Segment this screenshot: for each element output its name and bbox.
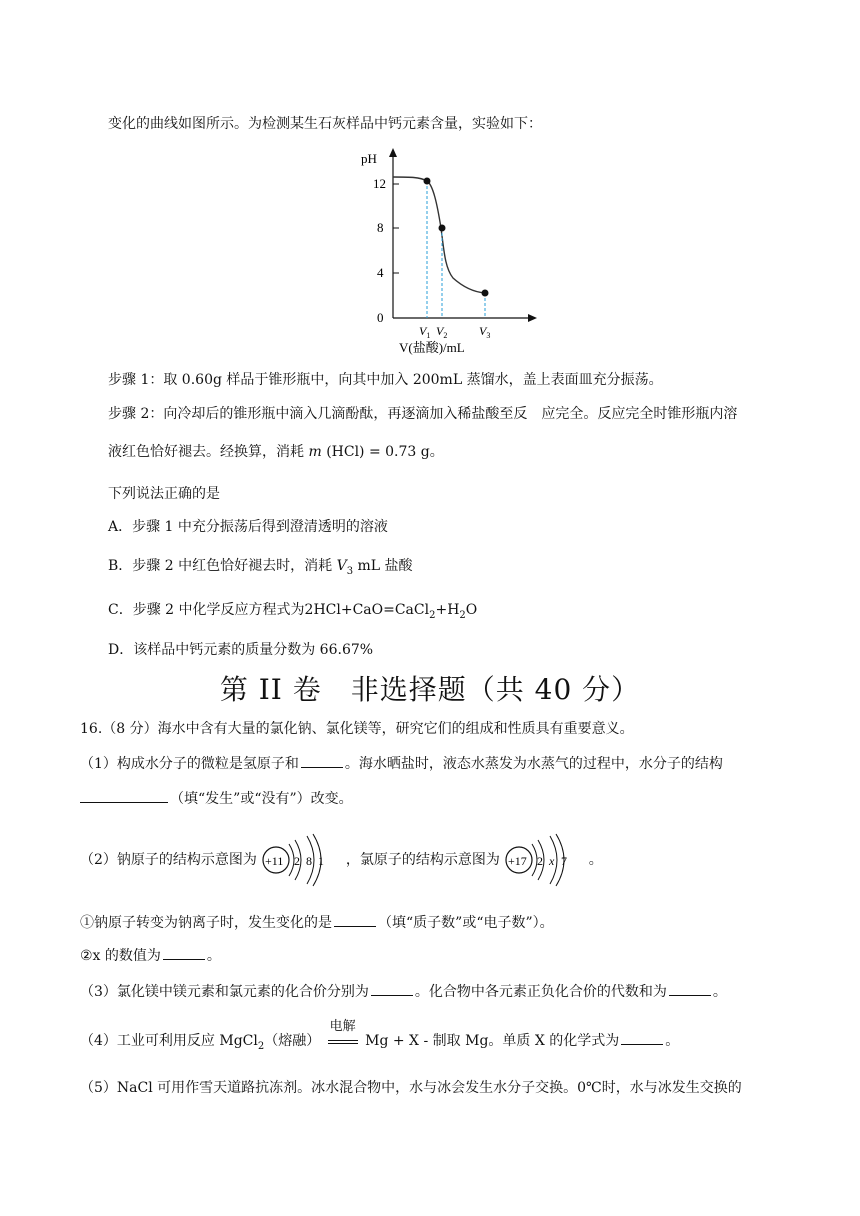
q16-p4 — [80, 1019, 680, 1057]
q16-p1-line2 — [80, 788, 353, 809]
q16-p2-i-a: ①钠原子转变为钠离子时，发生变化的是 — [80, 915, 332, 931]
svg-text:7: 7 — [561, 854, 568, 868]
y-tick-label-4: 4 — [377, 265, 384, 280]
svg-text:+11: +11 — [265, 854, 284, 868]
answer-blank-5[interactable] — [371, 981, 413, 996]
x-tick-v2: $V_2$ — [436, 324, 448, 340]
option-b-pre: B．步骤 2 中红色恰好褪去时，消耗 — [108, 558, 333, 574]
ph-curve — [393, 177, 485, 293]
q16-p4-a: （4）工业可利用反应 MgCl — [80, 1033, 258, 1049]
q16-p2-line — [80, 832, 603, 888]
q16-stem: 16.（8 分）海水中含有大量的氯化钠、氯化镁等，研究它们的组成和性质具有重要意义。 — [80, 721, 634, 737]
section-title: 第 II 卷 非选择题（共 40 分） — [219, 673, 641, 706]
q16-p2-ii-a: ②x 的数值为 — [80, 948, 161, 964]
answer-blank-2[interactable] — [80, 788, 168, 803]
point-v1 — [424, 178, 431, 185]
x-tick-v3: $V_3$ — [479, 324, 491, 340]
option-b-sub: 3 — [346, 565, 354, 577]
y-tick-label-12: 12 — [373, 176, 386, 191]
q16-p2-i-b: （填“质子数”或“电子数”）。 — [378, 915, 554, 931]
q16-p3 — [80, 981, 727, 1002]
option-c-end: O — [465, 602, 478, 618]
q16-p2-c: 。 — [588, 852, 603, 868]
option-b-post: mL 盐酸 — [357, 558, 413, 574]
q16-p3-a: （3）氯化镁中镁元素和氯元素的化合价分别为 — [80, 984, 369, 1000]
q16-p2-i — [80, 912, 554, 933]
chlorine-atom-diagram — [504, 832, 584, 888]
q16-p3-c: 。 — [712, 984, 727, 1000]
mass-symbol: m — [308, 444, 322, 460]
option-b — [108, 556, 413, 582]
y-axis-label: pH — [361, 151, 377, 166]
q16-p2-b: ，氯原子的结构示意图为 — [345, 852, 500, 868]
step1-text: 步骤 1：取 0.60g 样品于锥形瓶中，向其中加入 200mL 蒸馏水，盖上表面皿充分振荡。 — [108, 372, 663, 388]
svg-text:2: 2 — [294, 854, 301, 868]
option-c-mid: +H — [435, 602, 460, 618]
answer-blank-6[interactable] — [669, 981, 711, 996]
electrolysis-label: 电解 — [329, 1019, 356, 1034]
option-c-sub1: 2 — [429, 609, 436, 621]
x-axis-label: V(盐酸)/mL — [399, 340, 465, 355]
q16-p4-c: Mg + X - — [365, 1033, 429, 1049]
option-b-var: V — [336, 558, 347, 574]
q16-p4-e: 。 — [665, 1033, 680, 1049]
q16-p5: （5）NaCl 可用作雪天道路抗冻剂。冰水混合物中，水与冰会发生水分子交换。0℃时，水与冰发生交换的 — [80, 1080, 742, 1096]
answer-blank-4[interactable] — [163, 945, 205, 960]
step2-line2 — [108, 442, 444, 462]
option-a: A．步骤 1 中充分振荡后得到澄清透明的溶液 — [108, 519, 388, 535]
point-v3 — [482, 290, 489, 297]
option-c — [108, 600, 477, 626]
q16-p2-ii-b: 。 — [206, 948, 221, 964]
q16-p1-line1 — [80, 753, 723, 774]
q16-p2-ii — [80, 945, 221, 966]
y-tick-label-8: 8 — [377, 220, 384, 235]
step2-line2-a: 液红色恰好褪去。经换算，消耗 — [108, 444, 304, 460]
option-d: D．该样品中钙元素的质量分数为 66.67% — [108, 642, 374, 658]
q16-p4-b: （熔融） — [264, 1033, 321, 1049]
svg-text:x: x — [549, 854, 555, 868]
y-tick-label-0: 0 — [377, 310, 384, 325]
svg-text:+17: +17 — [508, 854, 528, 868]
y-axis-arrow — [389, 148, 397, 157]
question-prompt: 下列说法正确的是 — [108, 486, 220, 502]
q16-p1-b: 。海水晒盐时，液态水蒸发为水蒸气的过程中，水分子的结构 — [344, 756, 723, 772]
q16-p1-c: （填“发生”或“没有”）改变。 — [170, 791, 353, 807]
option-c-pre: C．步骤 2 中化学反应方程式为 — [108, 602, 305, 618]
q16-p4-d: 制取 Mg。单质 X 的化学式为 — [432, 1033, 620, 1049]
electrolysis-sign — [328, 1019, 358, 1051]
ph-titration-chart — [355, 143, 545, 358]
svg-text:2: 2 — [537, 854, 544, 868]
step2-line2-b: (HCl) = 0.73 g。 — [326, 444, 444, 460]
svg-text:1: 1 — [318, 854, 325, 868]
x-axis-arrow — [528, 314, 537, 322]
answer-blank-1[interactable] — [301, 753, 343, 768]
q16-p2-a: （2）钠原子的结构示意图为 — [80, 852, 257, 868]
q16-p4-sub: 2 — [257, 1040, 265, 1052]
intro-text: 变化的曲线如图所示。为检测某生石灰样品中钙元素含量，实验如下： — [108, 116, 542, 132]
step2-line1: 步骤 2：向冷却后的锥形瓶中滴入几滴酚酞，再逐滴加入稀盐酸至反 应完全。反应完全时锥形瓶内溶 — [108, 406, 738, 422]
option-c-eq: 2HCl+CaO=CaCl — [304, 602, 430, 618]
sodium-atom-diagram — [261, 832, 341, 888]
x-tick-v1: $V_1$ — [419, 324, 431, 340]
answer-blank-3[interactable] — [334, 912, 376, 927]
answer-blank-7[interactable] — [621, 1030, 663, 1045]
option-c-sub2: 2 — [459, 609, 466, 621]
q16-p3-b: 。化合物中各元素正负化合价的代数和为 — [414, 984, 667, 1000]
point-v2 — [439, 225, 446, 232]
q16-p1-a: （1）构成水分子的微粒是氢原子和 — [80, 756, 299, 772]
svg-text:8: 8 — [306, 854, 313, 868]
